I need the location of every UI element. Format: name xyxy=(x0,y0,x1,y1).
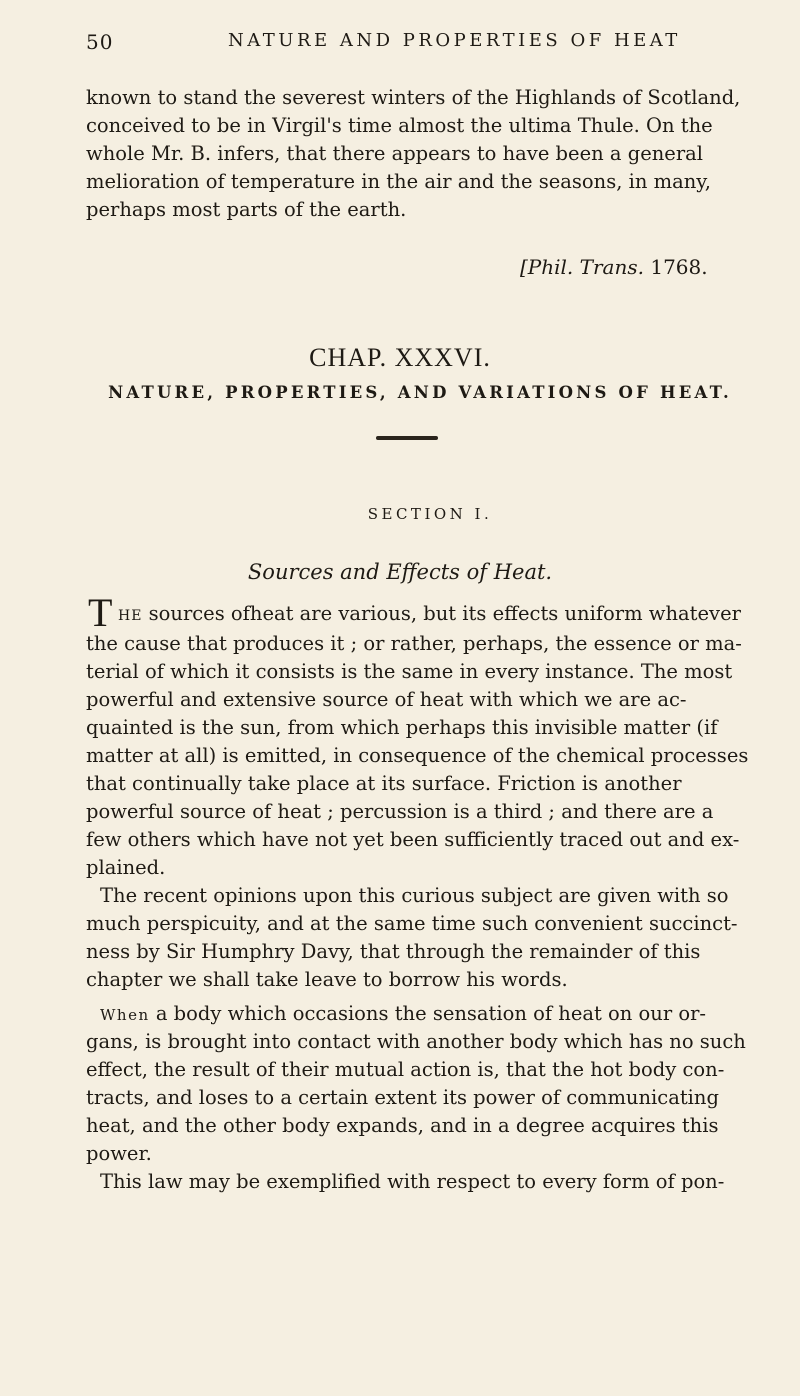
text-line: ness by Sir Humphry Davy, that through the remainder of this xyxy=(86,940,701,963)
text-line: This law may be exemplified with respect to every form of pon- xyxy=(100,1170,725,1193)
text-line: power. xyxy=(86,1142,152,1165)
citation xyxy=(520,255,708,279)
section-title: Sources and Effects of Heat. xyxy=(247,560,553,584)
text-line: terial of which it consists is the same in every instance. The most xyxy=(86,660,733,683)
text-line: powerful source of heat ; percussion is a third ; and there are a xyxy=(86,800,714,823)
text-line: heat, and the other body expands, and in a degree acquires this xyxy=(86,1114,719,1137)
chapter-title: CHAP. XXXVI. xyxy=(309,343,491,372)
text-line: plained. xyxy=(86,856,166,879)
page-number: 50 xyxy=(86,30,114,54)
text-line-rest: a body which occasions the sensation of heat on our or- xyxy=(149,1002,707,1025)
chapter-subtitle: NATURE, PROPERTIES, AND VARIATIONS OF HEAT. xyxy=(108,383,732,402)
text-line: whole Mr. B. infers, that there appears to have been a general xyxy=(86,142,704,165)
text-line: conceived to be in Virgil's time almost the ultima Thule. On the xyxy=(86,114,713,137)
text-line xyxy=(118,602,763,625)
text-line: known to stand the severest winters of the Highlands of Scotland, xyxy=(86,86,741,109)
small-caps-word: HE xyxy=(118,608,143,624)
text-line: The recent opinions upon this curious subject are given with so xyxy=(100,884,729,907)
text-line: quainted is the sun, from which perhaps this invisible matter (if xyxy=(86,716,718,739)
text-line: few others which have not yet been sufficiently traced out and ex- xyxy=(86,828,740,851)
text-line: much perspicuity, and at the same time such convenient succinct- xyxy=(86,912,738,935)
text-line: gans, is brought into contact with another body which has no such xyxy=(86,1030,746,1053)
section-label: SECTION I. xyxy=(367,505,493,523)
text-line: perhaps most parts of the earth. xyxy=(86,198,407,221)
ornamental-rule xyxy=(376,436,438,440)
text-line xyxy=(100,1000,775,1029)
text-line-rest: sources ofheat are various, but its effects uniform whatever xyxy=(142,602,741,625)
text-line: effect, the result of their mutual action is, that the hot body con- xyxy=(86,1058,725,1081)
text-line: matter at all) is emitted, in consequence of the chemical processes xyxy=(86,744,749,767)
running-head: NATURE AND PROPERTIES OF HEAT xyxy=(228,30,681,51)
text-line: the cause that produces it ; or rather, perhaps, the essence or ma- xyxy=(86,632,742,655)
page-header xyxy=(86,30,756,62)
drop-cap: T xyxy=(88,590,113,635)
text-line: chapter we shall take leave to borrow his words. xyxy=(86,968,568,991)
text-line: powerful and extensive source of heat with which we are ac- xyxy=(86,688,687,711)
citation-year: 1768. xyxy=(650,255,708,279)
text-line: melioration of temperature in the air and the seasons, in many, xyxy=(86,170,711,193)
text-line: that continually take place at its surface. Friction is another xyxy=(86,772,682,795)
lead-word: When xyxy=(100,1006,150,1024)
text-line: tracts, and loses to a certain extent its power of communicating xyxy=(86,1086,719,1109)
citation-source: [Phil. Trans. xyxy=(520,255,644,279)
